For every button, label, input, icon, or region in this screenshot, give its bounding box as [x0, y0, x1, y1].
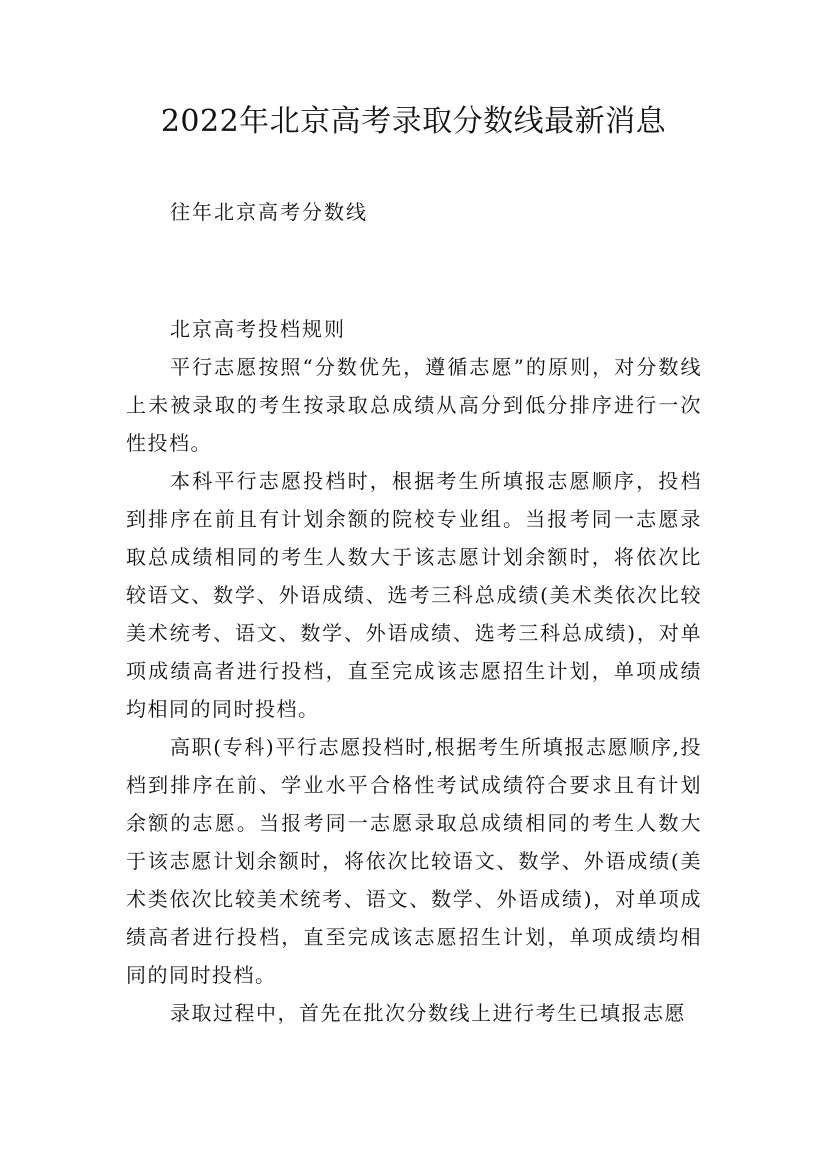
paragraph-1: 平行志愿按照“分数优先，遵循志愿”的原则，对分数线上未被录取的考生按录取总成绩从高分到低分排序进行一次性投档。 [126, 355, 702, 455]
paragraph-2: 本科平行志愿投档时，根据考生所填报志愿顺序，投档到排序在前且有计划余额的院校专业组。当报考同一志愿录取总成绩相同的考生人数大于该志愿计划余额时，将依次比较语文、数学、外语成绩、选考三科总成绩(美术类依次比较美术统考、语文、数学、外语成绩、选考三科总成绩)，对单项成绩高者进行投档，直至完成该志愿招生计划，单项成绩均相同的同时投档。 [126, 469, 702, 721]
paragraph-3: 高职(专科)平行志愿投档时,根据考生所填报志愿顺序,投档到排序在前、学业水平合格性考试成绩符合要求且有计划余额的志愿。当报考同一志愿录取总成绩相同的考生人数大于该志愿计划余额时，将依次比较语文、数学、外语成绩(美术类依次比较美术统考、语文、数学、外语成绩)，对单项成绩高者进行投档，直至完成该志愿招生计划，单项成绩均相同的同时投档。 [126, 735, 702, 987]
paragraph-4: 录取过程中，首先在批次分数线上进行考生已填报志愿 [170, 1001, 686, 1025]
subheading: 往年北京高考分数线 [170, 200, 368, 224]
section-heading: 北京高考投档规则 [170, 317, 346, 341]
document-body [126, 310, 702, 1032]
document-title: 2022年北京高考录取分数线最新消息 [160, 104, 667, 139]
